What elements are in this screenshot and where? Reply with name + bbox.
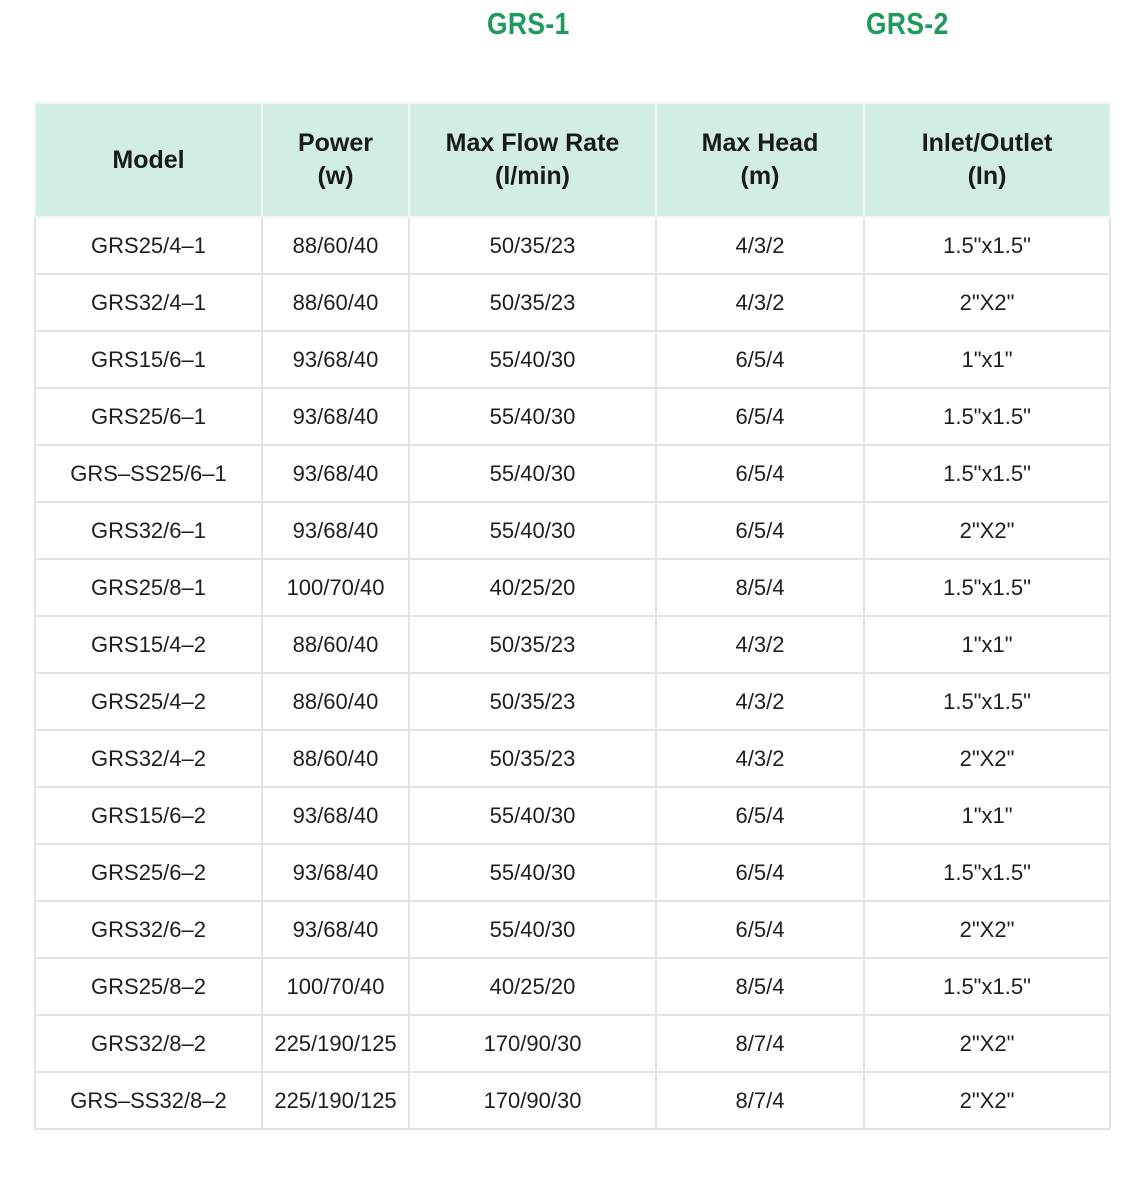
cell-power: 225/190/125 xyxy=(262,1015,409,1072)
cell-max-head: 4/3/2 xyxy=(656,274,864,331)
series-label-grs-2: GRS-2 xyxy=(866,6,949,41)
cell-inlet-outlet: 1.5"x1.5" xyxy=(864,673,1110,730)
cell-power: 88/60/40 xyxy=(262,730,409,787)
table-row xyxy=(35,217,1110,274)
header-power-label: Power xyxy=(297,129,374,157)
table-row xyxy=(35,274,1110,331)
spec-table xyxy=(34,102,1111,1130)
cell-max-flow-rate: 55/40/30 xyxy=(409,787,656,844)
cell-max-head: 6/5/4 xyxy=(656,445,864,502)
cell-model: GRS–SS32/8–2 xyxy=(35,1072,262,1129)
header-max-flow-rate xyxy=(409,103,656,217)
cell-inlet-outlet: 1.5"x1.5" xyxy=(864,844,1110,901)
cell-max-head: 6/5/4 xyxy=(656,787,864,844)
cell-max-flow-rate: 50/35/23 xyxy=(409,730,656,787)
cell-inlet-outlet: 2"X2" xyxy=(864,1072,1110,1129)
table-row xyxy=(35,1015,1110,1072)
table-row xyxy=(35,331,1110,388)
table-row xyxy=(35,958,1110,1015)
cell-inlet-outlet: 2"X2" xyxy=(864,502,1110,559)
cell-power: 93/68/40 xyxy=(262,331,409,388)
table-row xyxy=(35,844,1110,901)
cell-power: 225/190/125 xyxy=(262,1072,409,1129)
cell-inlet-outlet: 1.5"x1.5" xyxy=(864,958,1110,1015)
cell-power: 88/60/40 xyxy=(262,274,409,331)
cell-max-flow-rate: 40/25/20 xyxy=(409,958,656,1015)
header-inlet-outlet xyxy=(864,103,1110,217)
header-power-unit: (w) xyxy=(317,162,354,190)
cell-model: GRS25/6–1 xyxy=(35,388,262,445)
table-row xyxy=(35,502,1110,559)
cell-max-flow-rate: 50/35/23 xyxy=(409,616,656,673)
cell-power: 93/68/40 xyxy=(262,502,409,559)
cell-model: GRS25/8–1 xyxy=(35,559,262,616)
cell-max-head: 8/7/4 xyxy=(656,1015,864,1072)
cell-max-flow-rate: 55/40/30 xyxy=(409,388,656,445)
spec-table-header xyxy=(35,103,1110,217)
cell-max-head: 8/5/4 xyxy=(656,559,864,616)
cell-power: 93/68/40 xyxy=(262,388,409,445)
cell-max-flow-rate: 55/40/30 xyxy=(409,502,656,559)
cell-power: 88/60/40 xyxy=(262,616,409,673)
cell-max-flow-rate: 55/40/30 xyxy=(409,445,656,502)
cell-max-flow-rate: 50/35/23 xyxy=(409,274,656,331)
cell-max-head: 8/7/4 xyxy=(656,1072,864,1129)
cell-max-head: 4/3/2 xyxy=(656,730,864,787)
header-row xyxy=(35,103,1110,217)
header-max-flow-rate-label: Max Flow Rate xyxy=(445,129,620,157)
table-row xyxy=(35,616,1110,673)
cell-power: 88/60/40 xyxy=(262,673,409,730)
cell-max-flow-rate: 40/25/20 xyxy=(409,559,656,616)
cell-model: GRS15/4–2 xyxy=(35,616,262,673)
header-max-head xyxy=(656,103,864,217)
cell-inlet-outlet: 1.5"x1.5" xyxy=(864,388,1110,445)
header-model xyxy=(35,103,262,217)
cell-inlet-outlet: 2"X2" xyxy=(864,1015,1110,1072)
table-row xyxy=(35,388,1110,445)
cell-max-head: 4/3/2 xyxy=(656,217,864,274)
cell-inlet-outlet: 1"x1" xyxy=(864,616,1110,673)
cell-model: GRS25/6–2 xyxy=(35,844,262,901)
header-max-head-unit: (m) xyxy=(740,162,780,190)
cell-model: GRS32/4–1 xyxy=(35,274,262,331)
header-inlet-outlet-unit: (In) xyxy=(967,162,1007,190)
cell-inlet-outlet: 1.5"x1.5" xyxy=(864,217,1110,274)
cell-max-head: 6/5/4 xyxy=(656,502,864,559)
cell-inlet-outlet: 1.5"x1.5" xyxy=(864,445,1110,502)
cell-model: GRS25/4–2 xyxy=(35,673,262,730)
spec-table-body xyxy=(35,217,1110,1129)
cell-inlet-outlet: 2"X2" xyxy=(864,730,1110,787)
cell-inlet-outlet: 1"x1" xyxy=(864,331,1110,388)
header-max-head-label: Max Head xyxy=(701,129,819,157)
table-row xyxy=(35,445,1110,502)
table-row xyxy=(35,730,1110,787)
cell-power: 93/68/40 xyxy=(262,844,409,901)
cell-inlet-outlet: 2"X2" xyxy=(864,274,1110,331)
header-max-flow-rate-unit: (l/min) xyxy=(495,162,570,190)
cell-model: GRS15/6–2 xyxy=(35,787,262,844)
table-row xyxy=(35,673,1110,730)
cell-model: GRS15/6–1 xyxy=(35,331,262,388)
cell-max-head: 6/5/4 xyxy=(656,388,864,445)
cell-model: GRS25/8–2 xyxy=(35,958,262,1015)
header-model-label: Model xyxy=(112,145,185,174)
cell-power: 100/70/40 xyxy=(262,958,409,1015)
cell-model: GRS32/6–1 xyxy=(35,502,262,559)
cell-max-flow-rate: 50/35/23 xyxy=(409,673,656,730)
table-row xyxy=(35,1072,1110,1129)
table-row xyxy=(35,787,1110,844)
table-row xyxy=(35,901,1110,958)
cell-model: GRS32/6–2 xyxy=(35,901,262,958)
cell-max-head: 8/5/4 xyxy=(656,958,864,1015)
table-row xyxy=(35,559,1110,616)
cell-power: 93/68/40 xyxy=(262,787,409,844)
cell-max-head: 4/3/2 xyxy=(656,616,864,673)
cell-model: GRS32/8–2 xyxy=(35,1015,262,1072)
cell-power: 93/68/40 xyxy=(262,901,409,958)
cell-model: GRS–SS25/6–1 xyxy=(35,445,262,502)
cell-inlet-outlet: 1.5"x1.5" xyxy=(864,559,1110,616)
cell-max-flow-rate: 170/90/30 xyxy=(409,1015,656,1072)
cell-max-head: 6/5/4 xyxy=(656,331,864,388)
cell-inlet-outlet: 1"x1" xyxy=(864,787,1110,844)
cell-power: 88/60/40 xyxy=(262,217,409,274)
cell-model: GRS25/4–1 xyxy=(35,217,262,274)
cell-model: GRS32/4–2 xyxy=(35,730,262,787)
cell-max-flow-rate: 50/35/23 xyxy=(409,217,656,274)
cell-max-flow-rate: 55/40/30 xyxy=(409,331,656,388)
cell-max-flow-rate: 170/90/30 xyxy=(409,1072,656,1129)
cell-max-flow-rate: 55/40/30 xyxy=(409,901,656,958)
series-label-grs-1: GRS-1 xyxy=(487,6,570,41)
cell-power: 100/70/40 xyxy=(262,559,409,616)
cell-power: 93/68/40 xyxy=(262,445,409,502)
cell-max-head: 6/5/4 xyxy=(656,901,864,958)
cell-max-head: 4/3/2 xyxy=(656,673,864,730)
cell-max-head: 6/5/4 xyxy=(656,844,864,901)
cell-inlet-outlet: 2"X2" xyxy=(864,901,1110,958)
header-inlet-outlet-label: Inlet/Outlet xyxy=(921,129,1053,157)
cell-max-flow-rate: 55/40/30 xyxy=(409,844,656,901)
header-power xyxy=(262,103,409,217)
